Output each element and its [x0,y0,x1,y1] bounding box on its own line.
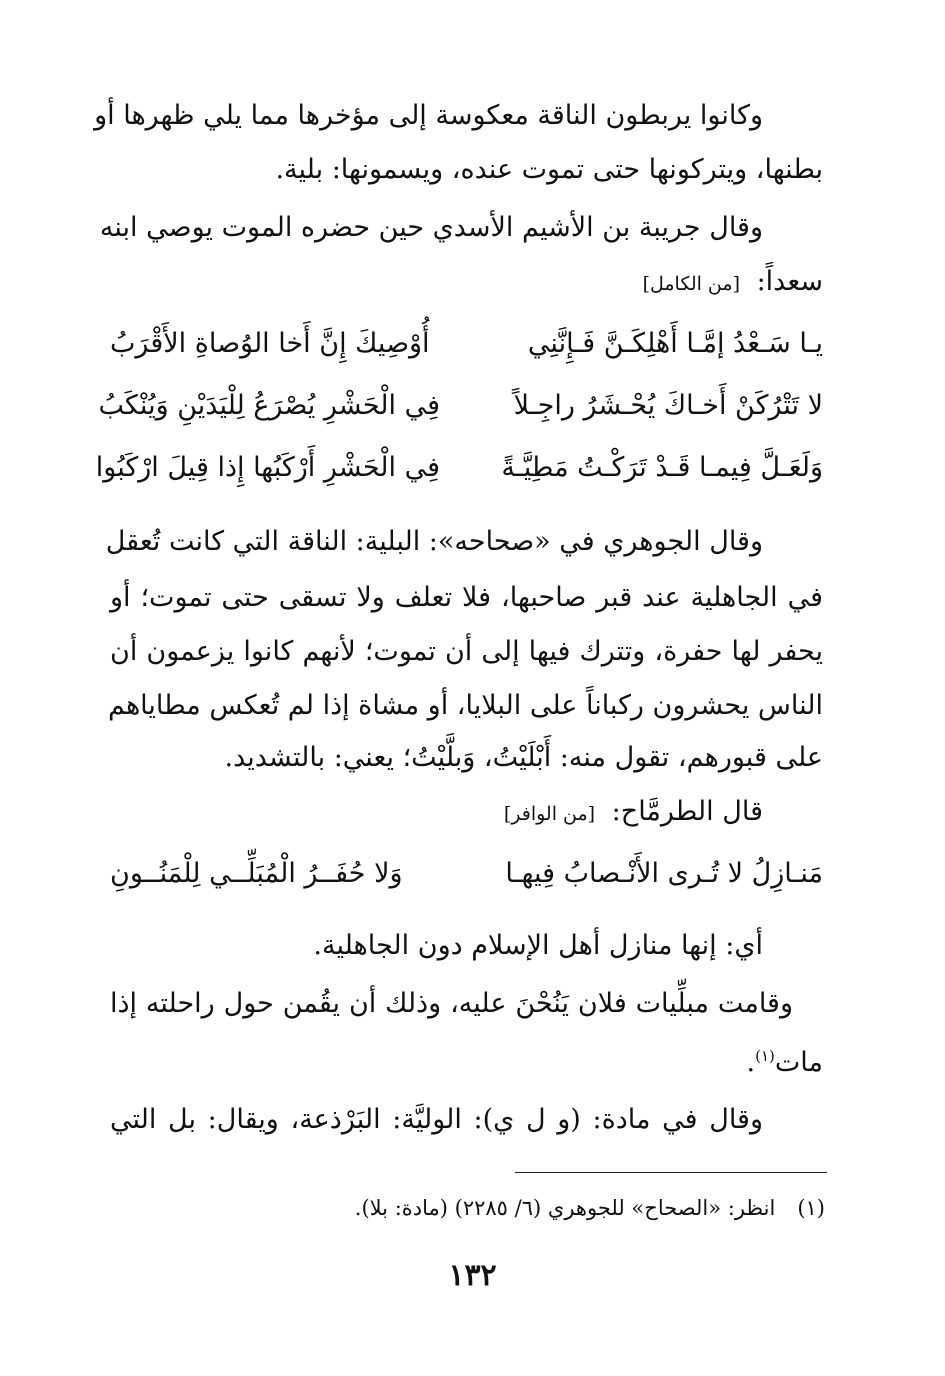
meter-label-kamil: [من الكامل] [642,273,740,295]
poem-1-verse-3 [95,446,823,490]
poem-1-verse-1 [110,322,823,366]
footnote-text: انظر: «الصحاح» للجوهري (٦/ ٢٢٨٥) (مادة: بلا). [354,1196,776,1220]
paragraph-7-line-1: وقال في مادة: (و ل ي): الوليَّة: البَرْذعة، ويقال: بل التي [110,1104,763,1135]
footnote-marker[interactable]: (١) [755,1047,775,1065]
paragraph-6-period: . [746,1047,756,1078]
verse-second-hemistich: فِي الْحَشْرِ يُصْرَعُ لِلْيَدَيْنِ وَيُنْكَبُ [98,390,440,421]
paragraph-5-line-1: أي: إنها منازل أهل الإسلام دون الجاهلية. [313,930,763,961]
verse-first-hemistich: لا تَتْرُكَنْ أَخـاكَ يُحْـشَرُ راجِـلاً [513,390,823,421]
poet-intro: قال الطرمَّاح: [611,796,763,827]
paragraph-6-line-2 [110,1036,823,1083]
verse-first-hemistich: وَلَعَـلَّ فِيمـا قَـدْ تَرَكْـتُ مَطِيَّـةً [501,452,823,483]
paragraph-1-line-1: وكانوا يربطون الناقة معكوسة إلى مؤخرها مما يلي ظهرها أو [94,100,763,131]
paragraph-2-line-1: وقال جريبة بن الأشيم الأسدي حين حضره الموت يوصي ابنه [99,212,763,243]
paragraph-3-line-3: يحفر لها حفرة، وتترك فيها إلى أن تموت؛ لأنهم كانوا يزعمون أن [110,636,823,667]
verse-second-hemistich: أُوْصِيكَ إِنَّ أَخا الوُصاةِ الأَقْرَبُ [110,328,430,359]
paragraph-3-line-2: في الجاهلية عند قبر صاحبها، فلا تعلف ولا تسقى حتى تموت؛ أو [110,582,823,613]
paragraph-6-text: مات [774,1047,823,1078]
paragraph-3-line-5: على قبورهم، تقول منه: أَبْلَيْتُ، وَبلَّيْتُ؛ يعني: بالتشديد. [224,742,823,773]
paragraph-2-line-2 [110,262,823,304]
footnote [355,1192,825,1224]
paragraph-2-text: سعداً: [756,266,823,297]
page-number: ١٣٢ [448,1258,497,1293]
verse-second-hemistich: وَلا حُفَــرُ الْمُبَلِّــي لِلْمَنُــونِ [110,858,403,889]
poem-2-verse-1 [110,852,823,896]
verse-second-hemistich: فِي الْحَشْرِ أَرْكَبُها إِذا قِيلَ ارْكَبُوا [95,452,440,483]
paragraph-3-line-1: وقال الجوهري في «صحاحه»: البلية: الناقة التي كانت تُعقل [105,526,763,557]
footnote-number: (١) [797,1196,825,1220]
paragraph-6-line-1: وقامت مبلِّيات فلان يَنُحْنَ عليه، وذلك أن يقُمن حول راحلته إذا [110,988,793,1019]
verse-first-hemistich: مَنـازِلُ لا تُـرى الأَنْـصابُ فِيهـا [505,858,823,889]
paragraph-1-line-2: بطنها، ويتركونها حتى تموت عنده، ويسمونها: بلية. [275,154,823,185]
paragraph-4-line-1 [110,792,763,834]
verse-first-hemistich: يـا سَـعْدُ إمَّـا أَهْلِكَـنَّ فَـإِنَّنِي [527,328,823,359]
paragraph-3-line-4: الناس يحشرون ركباناً على البلايا، أو مشاة إذا لم تُعكس مطاياهم [107,690,823,721]
footnote-separator [515,1172,827,1173]
meter-label-wafir: [من الوافر] [503,803,596,825]
poem-1-verse-2 [98,384,823,428]
